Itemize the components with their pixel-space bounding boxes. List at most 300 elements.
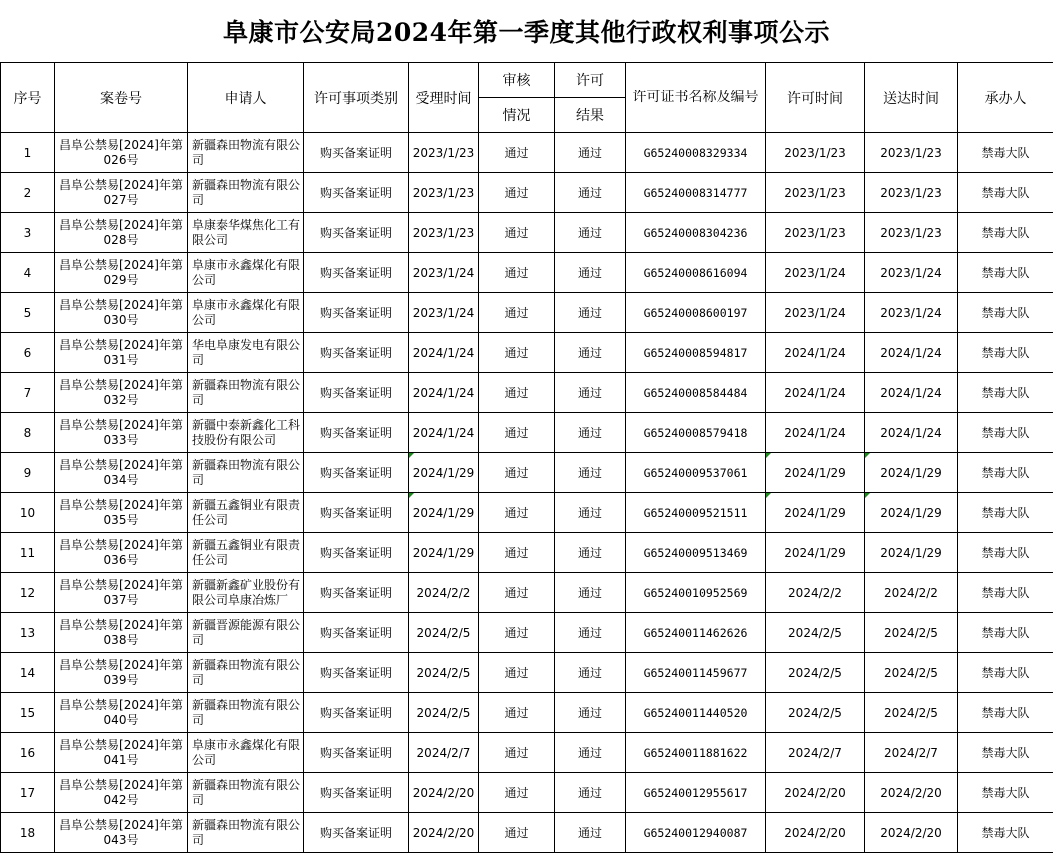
cell-case-no-text: 昌阜公禁易[2024]年第042号 [59,777,183,807]
cell-seq [1,453,55,493]
cell-applicant [188,373,304,413]
cell-category [304,293,409,333]
cell-cert-text: G65240008600197 [643,305,748,320]
cell-deliver-time-text: 2024/2/5 [884,665,938,680]
cell-seq [1,213,55,253]
cell-seq [1,373,55,413]
cell-applicant-text: 新疆森田物流有限公司 [192,777,301,807]
cell-result [555,653,626,693]
cell-deliver-time-text: 2024/2/2 [884,585,938,600]
cell-seq-text: 2 [23,185,32,200]
cell-permit-time [766,133,865,173]
cell-permit-time [766,373,865,413]
cell-deliver-time-text: 2024/1/24 [880,425,942,440]
cell-permit-time-text: 2024/2/2 [788,585,842,600]
cell-category-text: 购买备案证明 [319,225,392,240]
cell-cert-text: G65240012940087 [643,825,748,840]
cell-deliver-time [865,133,958,173]
cell-category [304,813,409,853]
header-cert [626,63,766,133]
cell-case-no-text: 昌阜公禁易[2024]年第030号 [59,297,183,327]
cell-handler-text: 禁毒大队 [981,345,1030,360]
cell-case-no [55,253,188,293]
cell-accept-time [409,493,479,533]
cell-cert-text: G65240008616094 [643,265,748,280]
cell-deliver-time [865,413,958,453]
cell-applicant [188,413,304,453]
cell-case-no-text: 昌阜公禁易[2024]年第039号 [59,657,183,687]
cell-handler [958,493,1053,533]
cell-deliver-time-text: 2024/2/20 [880,825,942,840]
cell-category [304,733,409,773]
cell-cert [626,533,766,573]
table-row [1,493,1053,533]
header-cert-label: 许可证书名称及编号 [632,90,759,105]
cell-deliver-time-text: 2024/1/29 [880,505,942,520]
cell-result [555,253,626,293]
cell-accept-time [409,333,479,373]
cell-review-text: 通过 [504,305,529,320]
cell-cert [626,293,766,333]
cell-accept-time-text: 2024/1/29 [412,505,475,520]
table-row [1,413,1053,453]
cell-result [555,533,626,573]
cell-case-no-text: 昌阜公禁易[2024]年第041号 [59,737,183,767]
cell-review [479,293,555,333]
cell-cert-text: G65240008314777 [643,185,748,200]
cell-handler [958,453,1053,493]
cell-review [479,493,555,533]
cell-accept-time-text: 2024/2/5 [416,625,471,640]
cell-accept-time-text: 2024/1/24 [412,345,475,360]
cell-handler [958,213,1053,253]
cell-applicant-text: 新疆森田物流有限公司 [192,137,301,167]
cell-case-no-text: 昌阜公禁易[2024]年第032号 [59,377,183,407]
cell-deliver-time [865,693,958,733]
cell-review [479,693,555,733]
table-row [1,773,1053,813]
cell-applicant-text: 新疆五鑫铜业有限责任公司 [192,537,301,567]
table-row [1,213,1053,253]
header-permit-sub: 结果 [555,98,626,133]
cell-handler [958,613,1053,653]
cell-seq [1,413,55,453]
cell-applicant-text: 新疆森田物流有限公司 [192,177,301,207]
cell-review-text: 通过 [504,225,529,240]
cell-result [555,413,626,453]
cell-result [555,493,626,533]
cell-applicant-text: 阜康市永鑫煤化有限公司 [192,297,301,327]
cell-review [479,133,555,173]
cell-result [555,693,626,733]
cell-category-text: 购买备案证明 [319,785,392,800]
cell-deliver-time [865,613,958,653]
cell-seq-text: 9 [23,465,32,480]
cell-category-text: 购买备案证明 [319,345,392,360]
cell-case-no-text: 昌阜公禁易[2024]年第043号 [59,817,183,847]
cell-applicant-text: 新疆森田物流有限公司 [192,377,301,407]
cell-result-text: 通过 [577,465,602,480]
cell-result-text: 通过 [577,705,602,720]
cell-case-no [55,133,188,173]
cell-category [304,253,409,293]
cell-accept-time-text: 2024/1/29 [412,545,475,560]
cell-seq-text: 18 [19,825,36,840]
cell-review-text: 通过 [504,385,529,400]
cell-cert-text: G65240008584484 [643,385,748,400]
cell-review [479,573,555,613]
cell-case-no-text: 昌阜公禁易[2024]年第029号 [59,257,183,287]
cell-category [304,493,409,533]
cell-accept-time-text: 2024/2/5 [416,665,471,680]
cell-case-no [55,613,188,653]
cell-category [304,213,409,253]
cell-accept-time-text: 2024/1/24 [412,425,475,440]
cell-category [304,613,409,653]
cell-applicant-text: 新疆新鑫矿业股份有限公司阜康冶炼厂 [192,577,301,607]
cell-permit-time-text: 2023/1/24 [784,305,846,320]
cell-seq-text: 16 [19,745,36,760]
table-row [1,293,1053,333]
cell-seq [1,493,55,533]
cell-seq-text: 5 [23,305,32,320]
cell-handler [958,133,1053,173]
cell-handler [958,373,1053,413]
cell-cert [626,213,766,253]
cell-cert-text: G65240008329334 [643,145,748,160]
cell-handler [958,733,1053,773]
cell-seq [1,773,55,813]
cell-handler [958,173,1053,213]
cell-result [555,373,626,413]
cell-permit-time-text: 2024/2/20 [784,785,846,800]
cell-accept-time-text: 2024/2/2 [416,585,471,600]
cell-handler [958,533,1053,573]
cell-accept-time-text: 2024/2/20 [412,785,475,800]
cell-case-no [55,453,188,493]
cell-handler [958,333,1053,373]
cell-review-text: 通过 [504,625,529,640]
cell-cert-text: G65240009521511 [643,505,748,520]
cell-deliver-time [865,333,958,373]
cell-cert-text: G65240012955617 [643,785,748,800]
cell-review-text: 通过 [504,465,529,480]
cell-result-text: 通过 [577,625,602,640]
cell-case-no-text: 昌阜公禁易[2024]年第034号 [59,457,183,487]
cell-result-text: 通过 [577,265,602,280]
cell-permit-time [766,653,865,693]
cell-case-no-text: 昌阜公禁易[2024]年第040号 [59,697,183,727]
cell-accept-time [409,253,479,293]
cell-handler [958,573,1053,613]
cell-accept-time-text: 2023/1/23 [412,185,475,200]
cell-deliver-time [865,373,958,413]
cell-deliver-time-text: 2024/2/5 [884,625,938,640]
cell-category-text: 购买备案证明 [319,425,392,440]
cell-applicant-text: 新疆森田物流有限公司 [192,457,301,487]
cell-applicant [188,813,304,853]
table-row [1,653,1053,693]
cell-review-text: 通过 [504,505,529,520]
cell-review [479,653,555,693]
cell-result [555,573,626,613]
cell-result [555,293,626,333]
cell-accept-time [409,533,479,573]
cell-applicant-text: 新疆森田物流有限公司 [192,657,301,687]
header-handler: 承办人 [958,63,1053,133]
cell-permit-time [766,613,865,653]
cell-permit-time-text: 2024/1/29 [784,465,846,480]
cell-deliver-time [865,173,958,213]
cell-handler-text: 禁毒大队 [981,465,1030,480]
cell-handler-text: 禁毒大队 [981,265,1030,280]
cell-review-text: 通过 [504,145,529,160]
cell-seq [1,693,55,733]
cell-accept-time [409,773,479,813]
cell-permit-time-text: 2024/2/20 [784,825,846,840]
cell-result-text: 通过 [577,305,602,320]
header-row [1,63,1053,98]
cell-result [555,213,626,253]
table-row [1,373,1053,413]
cell-review-text: 通过 [504,745,529,760]
cell-seq-text: 6 [23,345,32,360]
cell-review [479,733,555,773]
cell-permit-time [766,733,865,773]
cell-cert [626,613,766,653]
cell-permit-time-text: 2024/2/5 [788,705,842,720]
cell-deliver-time-text: 2024/1/29 [880,465,942,480]
cell-permit-time-text: 2023/1/24 [784,265,846,280]
cell-applicant [188,613,304,653]
cell-handler [958,693,1053,733]
cell-seq-text: 1 [23,145,32,160]
cell-case-no [55,333,188,373]
cell-case-no [55,373,188,413]
cell-cert [626,653,766,693]
cell-handler [958,653,1053,693]
cell-handler-text: 禁毒大队 [981,145,1030,160]
cell-result-text: 通过 [577,345,602,360]
cell-seq-text: 11 [19,545,36,560]
cell-category-text: 购买备案证明 [319,585,392,600]
cell-category [304,373,409,413]
cell-applicant [188,733,304,773]
cell-permit-time [766,333,865,373]
cell-seq [1,573,55,613]
cell-result [555,613,626,653]
cell-result-text: 通过 [577,745,602,760]
cell-category [304,333,409,373]
cell-cert [626,573,766,613]
table-row [1,453,1053,493]
cell-seq-text: 12 [19,585,36,600]
cell-accept-time-text: 2024/1/29 [412,465,475,480]
page-title: 阜康市公安局2024年第一季度其他行政权利事项公示 [222,18,831,47]
cell-permit-time [766,413,865,453]
cell-deliver-time-text: 2023/1/23 [880,145,942,160]
cell-review [479,773,555,813]
cell-review [479,213,555,253]
cell-cert [626,813,766,853]
cell-accept-time-text: 2023/1/24 [412,265,475,280]
cell-deliver-time-text: 2023/1/24 [880,305,942,320]
cell-category-text: 购买备案证明 [319,705,392,720]
table-row [1,613,1053,653]
cell-cert [626,373,766,413]
cell-seq [1,653,55,693]
cell-case-no [55,413,188,453]
cell-accept-time [409,733,479,773]
cell-category [304,533,409,573]
cell-seq [1,533,55,573]
cell-accept-time [409,173,479,213]
cell-applicant [188,133,304,173]
cell-seq [1,293,55,333]
cell-handler-text: 禁毒大队 [981,225,1030,240]
cell-case-no-text: 昌阜公禁易[2024]年第026号 [59,137,183,167]
cell-accept-time [409,133,479,173]
cell-cert-text: G65240011440520 [643,705,748,720]
cell-cert-text: G65240009537061 [643,465,748,480]
cell-case-no [55,213,188,253]
cell-applicant [188,693,304,733]
cell-cert [626,693,766,733]
header-review: 审核 [479,63,555,98]
cell-seq-text: 17 [19,785,36,800]
cell-seq-text: 13 [19,625,36,640]
header-applicant: 申请人 [188,63,304,133]
cell-handler [958,293,1053,333]
cell-cert-text: G65240008304236 [643,225,748,240]
cell-case-no-text: 昌阜公禁易[2024]年第035号 [59,497,183,527]
cell-category-text: 购买备案证明 [319,305,392,320]
header-permit-time: 许可时间 [766,63,865,133]
cell-case-no [55,773,188,813]
cell-case-no [55,733,188,773]
cell-category [304,133,409,173]
cell-cert [626,733,766,773]
cell-handler-text: 禁毒大队 [981,745,1030,760]
cell-permit-time [766,573,865,613]
permit-table [0,62,1053,853]
cell-review [479,413,555,453]
cell-applicant-text: 新疆晋源能源有限公司 [192,617,301,647]
cell-permit-time-text: 2024/1/24 [784,385,846,400]
cell-accept-time [409,653,479,693]
cell-handler-text: 禁毒大队 [981,425,1030,440]
cell-deliver-time-text: 2023/1/23 [880,225,942,240]
cell-seq-text: 14 [19,665,36,680]
cell-seq [1,733,55,773]
cell-handler [958,813,1053,853]
cell-deliver-time-text: 2024/1/29 [880,545,942,560]
cell-seq [1,253,55,293]
cell-review [479,253,555,293]
cell-permit-time [766,253,865,293]
cell-accept-time-text: 2024/2/5 [416,705,471,720]
cell-result [555,453,626,493]
cell-applicant-text: 阜康泰华煤焦化工有限公司 [192,217,301,247]
cell-case-no [55,293,188,333]
cell-deliver-time-text: 2024/2/20 [880,785,942,800]
cell-cert [626,413,766,453]
cell-handler-text: 禁毒大队 [981,505,1030,520]
table-row [1,573,1053,613]
cell-permit-time-text: 2024/1/24 [784,345,846,360]
cell-case-no-text: 昌阜公禁易[2024]年第031号 [59,337,183,367]
cell-seq [1,613,55,653]
cell-seq-text: 15 [19,705,36,720]
cell-deliver-time [865,573,958,613]
cell-review-text: 通过 [504,345,529,360]
header-case-no: 案卷号 [55,63,188,133]
cell-deliver-time [865,773,958,813]
cell-cert [626,773,766,813]
cell-category [304,173,409,213]
cell-deliver-time [865,253,958,293]
cell-category-text: 购买备案证明 [319,145,392,160]
cell-applicant [188,333,304,373]
cell-seq [1,133,55,173]
cell-cert [626,253,766,293]
cell-category-text: 购买备案证明 [319,745,392,760]
cell-applicant-text: 新疆森田物流有限公司 [192,697,301,727]
cell-cert [626,173,766,213]
cell-cert-text: G65240008579418 [643,425,748,440]
cell-handler [958,773,1053,813]
cell-permit-time [766,813,865,853]
cell-case-no [55,573,188,613]
cell-result [555,813,626,853]
cell-result-text: 通过 [577,665,602,680]
cell-accept-time [409,213,479,253]
cell-result-text: 通过 [577,425,602,440]
cell-review [479,533,555,573]
cell-case-no [55,653,188,693]
cell-applicant [188,453,304,493]
cell-permit-time-text: 2024/1/24 [784,425,846,440]
cell-cert [626,133,766,173]
header-deliver-time: 送达时间 [865,63,958,133]
table-row [1,333,1053,373]
cell-review-text: 通过 [504,425,529,440]
cell-deliver-time [865,813,958,853]
cell-category-text: 购买备案证明 [319,825,392,840]
cell-case-no [55,533,188,573]
cell-review [479,333,555,373]
cell-deliver-time [865,293,958,333]
cell-applicant [188,653,304,693]
cell-cert [626,333,766,373]
cell-deliver-time-text: 2024/1/24 [880,385,942,400]
cell-applicant-text: 新疆五鑫铜业有限责任公司 [192,497,301,527]
cell-case-no [55,813,188,853]
cell-result-text: 通过 [577,825,602,840]
cell-deliver-time [865,533,958,573]
cell-result [555,773,626,813]
cell-category [304,413,409,453]
cell-accept-time [409,373,479,413]
cell-handler-text: 禁毒大队 [981,545,1030,560]
table-row [1,533,1053,573]
cell-applicant [188,173,304,213]
cell-deliver-time-text: 2024/1/24 [880,345,942,360]
cell-case-no-text: 昌阜公禁易[2024]年第037号 [59,577,183,607]
cell-handler-text: 禁毒大队 [981,665,1030,680]
cell-handler-text: 禁毒大队 [981,785,1030,800]
cell-accept-time-text: 2023/1/23 [412,225,475,240]
